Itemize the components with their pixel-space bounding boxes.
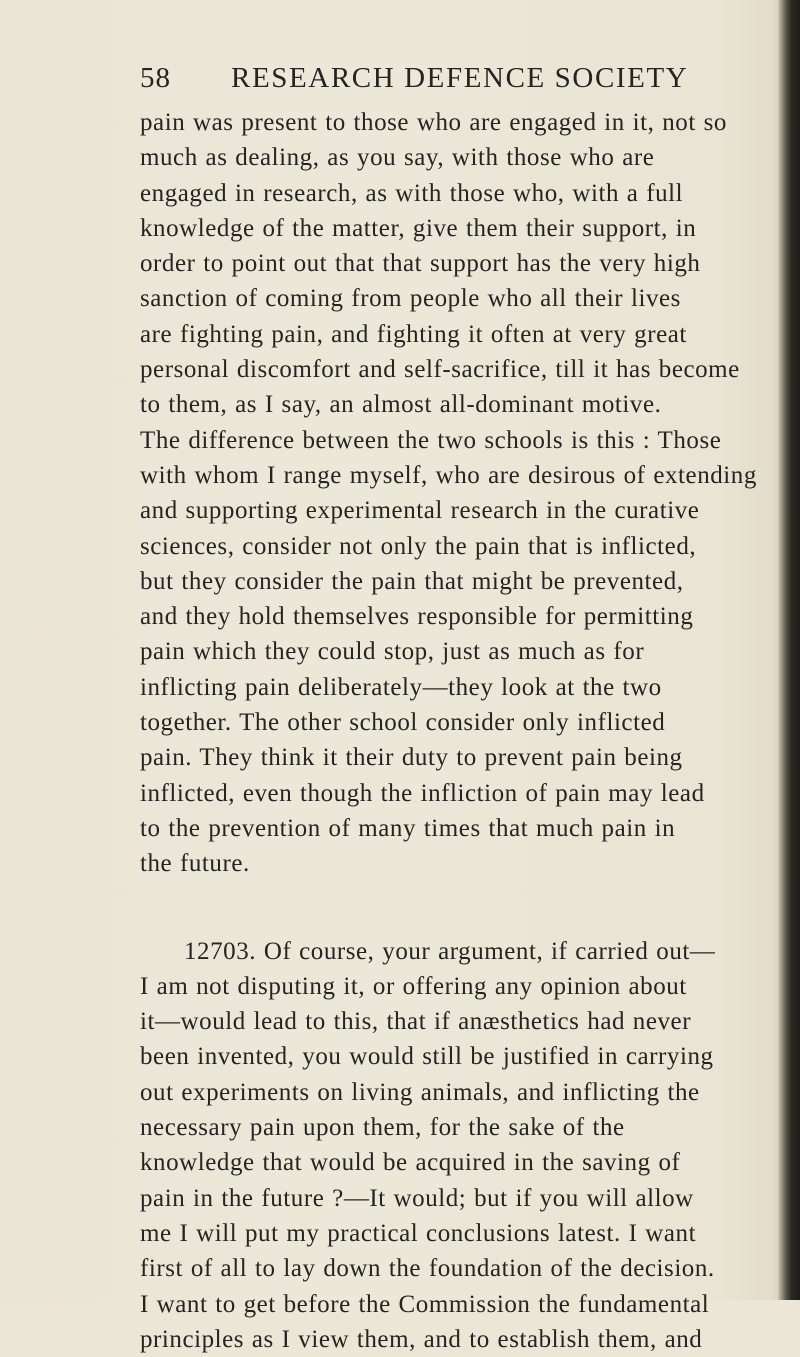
paragraph-testimony [140, 105, 765, 882]
text-line: first of all to lay down the foundation of the decision. [140, 1255, 715, 1283]
text-line: been invented, you would still be justified in carrying [140, 1043, 714, 1071]
body-text [140, 105, 765, 1357]
text-line: personal discomfort and self-sacrifice, till it has become [140, 356, 740, 384]
text-line: principles as I view them, and to establish them, and [140, 1325, 703, 1353]
paragraph-question-12703 [140, 934, 765, 1357]
text-line: to the prevention of many times that much pain in [140, 814, 676, 842]
text-line: knowledge that would be acquired in the saving of [140, 1149, 681, 1177]
text-line: sanction of coming from people who all their lives [140, 285, 681, 313]
text-line: I want to get before the Commission the fundamental [140, 1290, 710, 1318]
page-number: 58 [140, 62, 171, 94]
text-line: The difference between the two schools is this : Those [140, 426, 722, 454]
page-edge-shadow [778, 0, 800, 1300]
text-line: order to point out that that support has the very high [140, 250, 701, 278]
text-line: inflicted, even though the infliction of pain may lead [140, 779, 705, 807]
text-line: much as dealing, as you say, with those who are [140, 144, 655, 172]
text-line: inflicting pain deliberately—they look at the two [140, 673, 662, 701]
text-line: with whom I range myself, who are desirous of extending [140, 461, 757, 489]
text-line: the future. [140, 850, 250, 878]
text-line: I am not disputing it, or offering any opinion about [140, 972, 687, 1000]
text-line: and they hold themselves responsible for permitting [140, 603, 694, 631]
text-line: necessary pain upon them, for the sake of the [140, 1114, 625, 1142]
text-line: out experiments on living animals, and inflicting the [140, 1078, 700, 1106]
text-line: are fighting pain, and fighting it often at very great [140, 320, 687, 348]
text-line: but they consider the pain that might be prevented, [140, 567, 684, 595]
text-line: knowledge of the matter, give them their support, in [140, 214, 697, 242]
text-line: engaged in research, as with those who, with a full [140, 179, 684, 207]
text-line: pain which they could stop, just as much as for [140, 638, 645, 666]
text-line: sciences, consider not only the pain that is inflicted, [140, 532, 697, 560]
text-line: pain in the future ?—It would; but if you will allow [140, 1184, 694, 1212]
text-line: pain was present to those who are engaged in it, not so [140, 109, 727, 136]
text-line: to them, as I say, an almost all-dominant motive. [140, 391, 662, 419]
text-line: pain. They think it their duty to prevent pain being [140, 744, 683, 772]
paragraph-gap [140, 882, 765, 934]
text-line: and supporting experimental research in the curative [140, 497, 700, 525]
text-line: together. The other school consider only inflicted [140, 709, 666, 737]
text-line: it—would lead to this, that if anæsthetics had never [140, 1008, 692, 1036]
running-head: RESEARCH DEFENCE SOCIETY [231, 62, 689, 94]
text-line: me I will put my practical conclusions latest. I want [140, 1219, 697, 1247]
page-header [140, 62, 780, 96]
text-line: 12703. Of course, your argument, if carried out— [184, 937, 716, 965]
